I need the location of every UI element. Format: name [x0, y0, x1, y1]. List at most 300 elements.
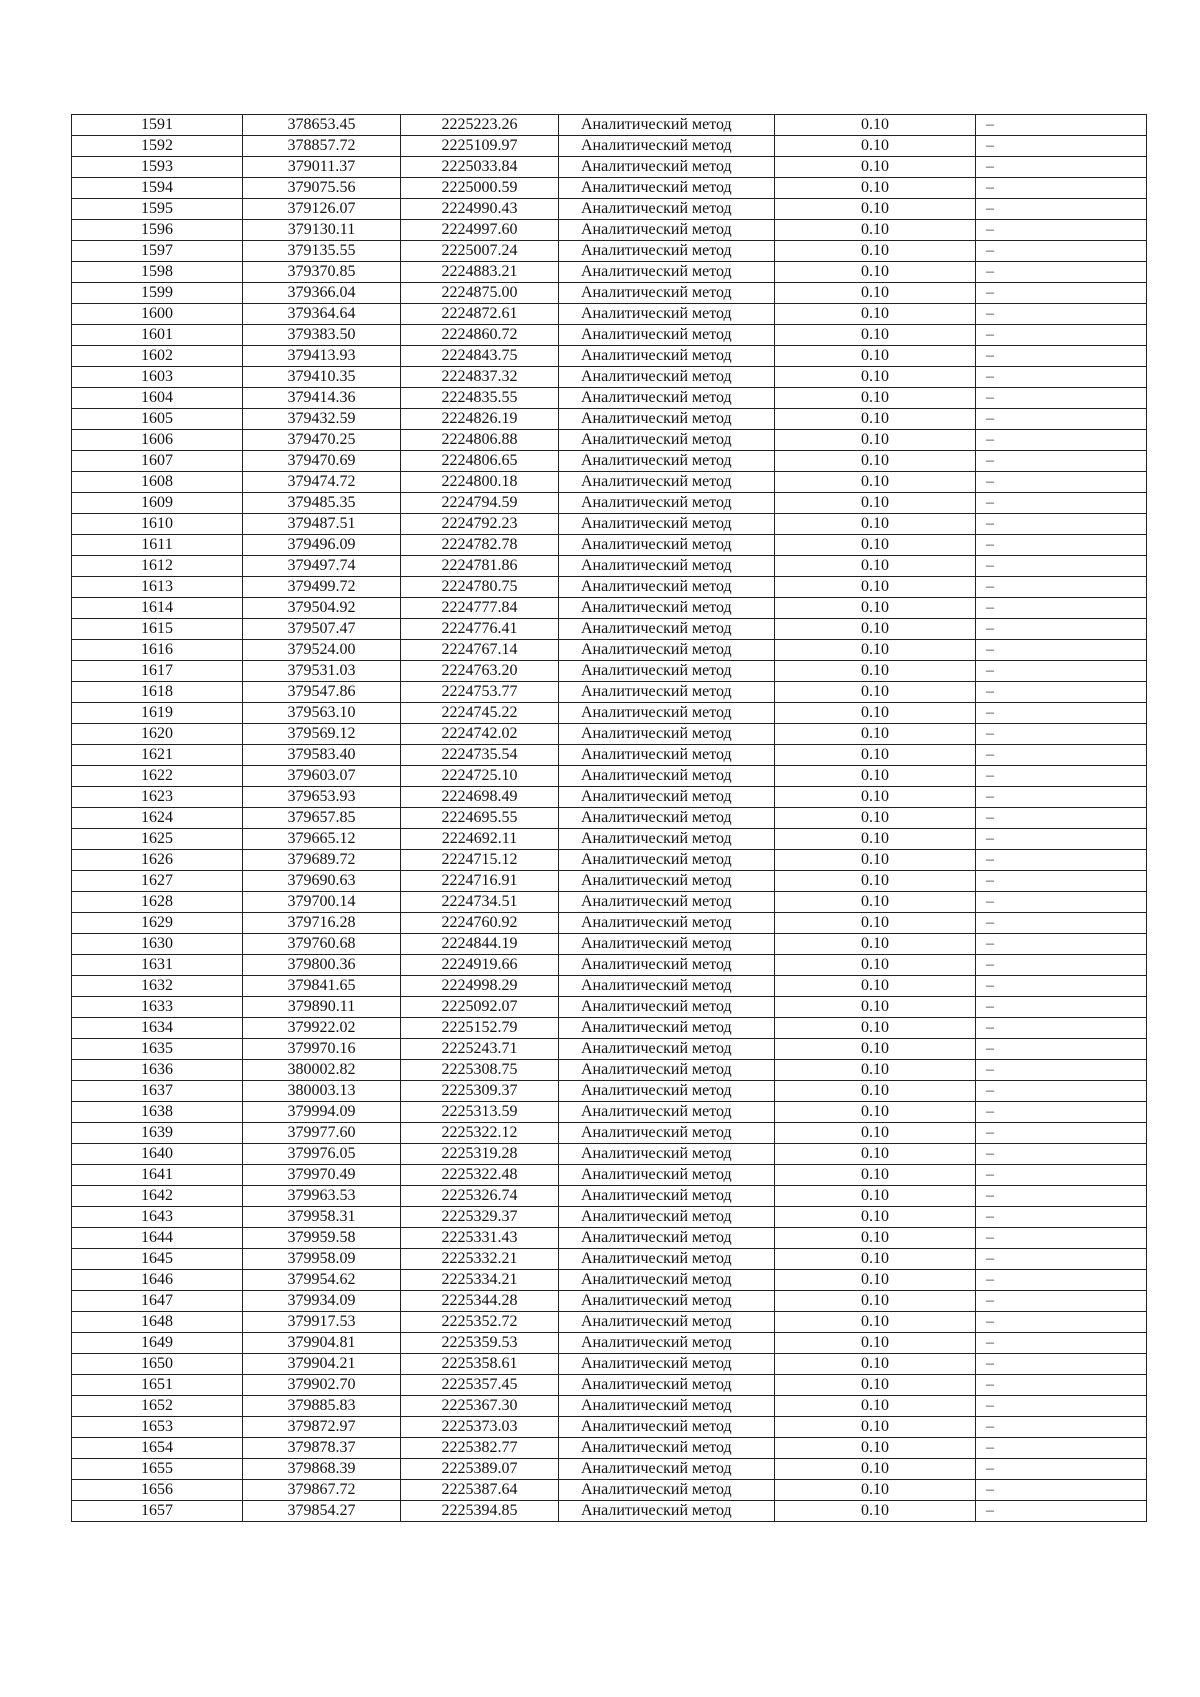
point-number-cell: 1611 [72, 535, 243, 556]
table-row [72, 1165, 1147, 1186]
table-row [72, 1270, 1147, 1291]
accuracy-cell: 0.10 [775, 1375, 976, 1396]
note-cell: – [976, 556, 1147, 577]
note-cell: – [976, 1270, 1147, 1291]
y-coordinate-cell: 2225358.61 [401, 1354, 559, 1375]
accuracy-cell: 0.10 [775, 850, 976, 871]
y-coordinate-cell: 2225309.37 [401, 1081, 559, 1102]
x-coordinate-cell: 379922.02 [243, 1018, 401, 1039]
note-cell: – [976, 850, 1147, 871]
table-row [72, 871, 1147, 892]
table-row [72, 1207, 1147, 1228]
table-row [72, 283, 1147, 304]
method-cell: Аналитический метод [559, 619, 775, 640]
note-cell: – [976, 1060, 1147, 1081]
y-coordinate-cell: 2224767.14 [401, 640, 559, 661]
method-cell: Аналитический метод [559, 1291, 775, 1312]
note-cell: – [976, 1291, 1147, 1312]
accuracy-cell: 0.10 [775, 745, 976, 766]
y-coordinate-cell: 2224716.91 [401, 871, 559, 892]
x-coordinate-cell: 379470.25 [243, 430, 401, 451]
note-cell: – [976, 724, 1147, 745]
accuracy-cell: 0.10 [775, 1480, 976, 1501]
method-cell: Аналитический метод [559, 955, 775, 976]
point-number-cell: 1637 [72, 1081, 243, 1102]
note-cell: – [976, 1123, 1147, 1144]
point-number-cell: 1654 [72, 1438, 243, 1459]
table-row [72, 1039, 1147, 1060]
y-coordinate-cell: 2225344.28 [401, 1291, 559, 1312]
y-coordinate-cell: 2224742.02 [401, 724, 559, 745]
accuracy-cell: 0.10 [775, 1270, 976, 1291]
method-cell: Аналитический метод [559, 682, 775, 703]
x-coordinate-cell: 379364.64 [243, 304, 401, 325]
accuracy-cell: 0.10 [775, 1018, 976, 1039]
table-row [72, 661, 1147, 682]
note-cell: – [976, 115, 1147, 136]
x-coordinate-cell: 379690.63 [243, 871, 401, 892]
point-number-cell: 1623 [72, 787, 243, 808]
note-cell: – [976, 619, 1147, 640]
point-number-cell: 1619 [72, 703, 243, 724]
method-cell: Аналитический метод [559, 493, 775, 514]
note-cell: – [976, 283, 1147, 304]
x-coordinate-cell: 379130.11 [243, 220, 401, 241]
x-coordinate-cell: 379890.11 [243, 997, 401, 1018]
table-row [72, 1060, 1147, 1081]
method-cell: Аналитический метод [559, 1228, 775, 1249]
point-number-cell: 1646 [72, 1270, 243, 1291]
method-cell: Аналитический метод [559, 829, 775, 850]
point-number-cell: 1598 [72, 262, 243, 283]
method-cell: Аналитический метод [559, 451, 775, 472]
y-coordinate-cell: 2224760.92 [401, 913, 559, 934]
point-number-cell: 1641 [72, 1165, 243, 1186]
y-coordinate-cell: 2225308.75 [401, 1060, 559, 1081]
table-row [72, 1480, 1147, 1501]
x-coordinate-cell: 380002.82 [243, 1060, 401, 1081]
accuracy-cell: 0.10 [775, 703, 976, 724]
x-coordinate-cell: 379126.07 [243, 199, 401, 220]
x-coordinate-cell: 379963.53 [243, 1186, 401, 1207]
y-coordinate-cell: 2224844.19 [401, 934, 559, 955]
point-number-cell: 1632 [72, 976, 243, 997]
point-number-cell: 1656 [72, 1480, 243, 1501]
y-coordinate-cell: 2224698.49 [401, 787, 559, 808]
y-coordinate-cell: 2225322.48 [401, 1165, 559, 1186]
point-number-cell: 1615 [72, 619, 243, 640]
table-row [72, 766, 1147, 787]
method-cell: Аналитический метод [559, 430, 775, 451]
y-coordinate-cell: 2225332.21 [401, 1249, 559, 1270]
method-cell: Аналитический метод [559, 1165, 775, 1186]
table-row [72, 556, 1147, 577]
y-coordinate-cell: 2224860.72 [401, 325, 559, 346]
note-cell: – [976, 514, 1147, 535]
note-cell: – [976, 367, 1147, 388]
method-cell: Аналитический метод [559, 514, 775, 535]
x-coordinate-cell: 379841.65 [243, 976, 401, 997]
note-cell: – [976, 1312, 1147, 1333]
y-coordinate-cell: 2224792.23 [401, 514, 559, 535]
y-coordinate-cell: 2225319.28 [401, 1144, 559, 1165]
table-row [72, 577, 1147, 598]
method-cell: Аналитический метод [559, 1417, 775, 1438]
note-cell: – [976, 241, 1147, 262]
x-coordinate-cell: 379689.72 [243, 850, 401, 871]
note-cell: – [976, 472, 1147, 493]
point-number-cell: 1643 [72, 1207, 243, 1228]
note-cell: – [976, 661, 1147, 682]
table-row [72, 787, 1147, 808]
table-row [72, 346, 1147, 367]
note-cell: – [976, 829, 1147, 850]
y-coordinate-cell: 2225389.07 [401, 1459, 559, 1480]
method-cell: Аналитический метод [559, 556, 775, 577]
accuracy-cell: 0.10 [775, 1354, 976, 1375]
point-number-cell: 1653 [72, 1417, 243, 1438]
x-coordinate-cell: 379970.16 [243, 1039, 401, 1060]
x-coordinate-cell: 379569.12 [243, 724, 401, 745]
method-cell: Аналитический метод [559, 199, 775, 220]
table-row [72, 1501, 1147, 1522]
y-coordinate-cell: 2225382.77 [401, 1438, 559, 1459]
point-number-cell: 1602 [72, 346, 243, 367]
y-coordinate-cell: 2225373.03 [401, 1417, 559, 1438]
y-coordinate-cell: 2224990.43 [401, 199, 559, 220]
method-cell: Аналитический метод [559, 745, 775, 766]
point-number-cell: 1652 [72, 1396, 243, 1417]
point-number-cell: 1626 [72, 850, 243, 871]
method-cell: Аналитический метод [559, 1207, 775, 1228]
x-coordinate-cell: 379959.58 [243, 1228, 401, 1249]
x-coordinate-cell: 379970.49 [243, 1165, 401, 1186]
y-coordinate-cell: 2225394.85 [401, 1501, 559, 1522]
x-coordinate-cell: 379547.86 [243, 682, 401, 703]
y-coordinate-cell: 2224781.86 [401, 556, 559, 577]
table-row [72, 808, 1147, 829]
table-row [72, 640, 1147, 661]
method-cell: Аналитический метод [559, 1312, 775, 1333]
method-cell: Аналитический метод [559, 472, 775, 493]
method-cell: Аналитический метод [559, 283, 775, 304]
table-row [72, 913, 1147, 934]
y-coordinate-cell: 2224806.65 [401, 451, 559, 472]
table-row [72, 409, 1147, 430]
x-coordinate-cell: 379760.68 [243, 934, 401, 955]
x-coordinate-cell: 379496.09 [243, 535, 401, 556]
point-number-cell: 1635 [72, 1039, 243, 1060]
note-cell: – [976, 1165, 1147, 1186]
accuracy-cell: 0.10 [775, 1333, 976, 1354]
note-cell: – [976, 1438, 1147, 1459]
point-number-cell: 1622 [72, 766, 243, 787]
note-cell: – [976, 808, 1147, 829]
point-number-cell: 1610 [72, 514, 243, 535]
y-coordinate-cell: 2225352.72 [401, 1312, 559, 1333]
point-number-cell: 1617 [72, 661, 243, 682]
x-coordinate-cell: 379902.70 [243, 1375, 401, 1396]
method-cell: Аналитический метод [559, 1459, 775, 1480]
y-coordinate-cell: 2224843.75 [401, 346, 559, 367]
accuracy-cell: 0.10 [775, 913, 976, 934]
x-coordinate-cell: 379958.31 [243, 1207, 401, 1228]
table-row [72, 199, 1147, 220]
note-cell: – [976, 1018, 1147, 1039]
y-coordinate-cell: 2224794.59 [401, 493, 559, 514]
method-cell: Аналитический метод [559, 304, 775, 325]
table-row [72, 997, 1147, 1018]
table-row [72, 1312, 1147, 1333]
x-coordinate-cell: 379700.14 [243, 892, 401, 913]
y-coordinate-cell: 2224776.41 [401, 619, 559, 640]
point-number-cell: 1630 [72, 934, 243, 955]
x-coordinate-cell: 379994.09 [243, 1102, 401, 1123]
method-cell: Аналитический метод [559, 367, 775, 388]
method-cell: Аналитический метод [559, 115, 775, 136]
note-cell: – [976, 178, 1147, 199]
y-coordinate-cell: 2224835.55 [401, 388, 559, 409]
accuracy-cell: 0.10 [775, 1228, 976, 1249]
x-coordinate-cell: 379603.07 [243, 766, 401, 787]
point-number-cell: 1640 [72, 1144, 243, 1165]
accuracy-cell: 0.10 [775, 514, 976, 535]
y-coordinate-cell: 2225322.12 [401, 1123, 559, 1144]
point-number-cell: 1627 [72, 871, 243, 892]
table-row [72, 598, 1147, 619]
accuracy-cell: 0.10 [775, 1123, 976, 1144]
table-row [72, 703, 1147, 724]
y-coordinate-cell: 2225387.64 [401, 1480, 559, 1501]
point-number-cell: 1616 [72, 640, 243, 661]
method-cell: Аналитический метод [559, 1480, 775, 1501]
note-cell: – [976, 703, 1147, 724]
y-coordinate-cell: 2224734.51 [401, 892, 559, 913]
note-cell: – [976, 1186, 1147, 1207]
x-coordinate-cell: 379507.47 [243, 619, 401, 640]
accuracy-cell: 0.10 [775, 1417, 976, 1438]
point-number-cell: 1642 [72, 1186, 243, 1207]
y-coordinate-cell: 2224777.84 [401, 598, 559, 619]
point-number-cell: 1650 [72, 1354, 243, 1375]
table-row [72, 934, 1147, 955]
point-number-cell: 1614 [72, 598, 243, 619]
note-cell: – [976, 1417, 1147, 1438]
point-number-cell: 1645 [72, 1249, 243, 1270]
accuracy-cell: 0.10 [775, 556, 976, 577]
x-coordinate-cell: 379977.60 [243, 1123, 401, 1144]
accuracy-cell: 0.10 [775, 1144, 976, 1165]
y-coordinate-cell: 2224735.54 [401, 745, 559, 766]
y-coordinate-cell: 2224753.77 [401, 682, 559, 703]
y-coordinate-cell: 2224715.12 [401, 850, 559, 871]
accuracy-cell: 0.10 [775, 1312, 976, 1333]
table-row [72, 682, 1147, 703]
table-row [72, 262, 1147, 283]
table-row [72, 1375, 1147, 1396]
note-cell: – [976, 976, 1147, 997]
accuracy-cell: 0.10 [775, 892, 976, 913]
x-coordinate-cell: 379383.50 [243, 325, 401, 346]
note-cell: – [976, 1375, 1147, 1396]
table-row [72, 451, 1147, 472]
x-coordinate-cell: 379135.55 [243, 241, 401, 262]
table-row [72, 1354, 1147, 1375]
note-cell: – [976, 1480, 1147, 1501]
y-coordinate-cell: 2225092.07 [401, 997, 559, 1018]
note-cell: – [976, 325, 1147, 346]
note-cell: – [976, 388, 1147, 409]
y-coordinate-cell: 2225367.30 [401, 1396, 559, 1417]
note-cell: – [976, 997, 1147, 1018]
x-coordinate-cell: 379563.10 [243, 703, 401, 724]
accuracy-cell: 0.10 [775, 808, 976, 829]
accuracy-cell: 0.10 [775, 388, 976, 409]
point-number-cell: 1593 [72, 157, 243, 178]
method-cell: Аналитический метод [559, 661, 775, 682]
x-coordinate-cell: 379414.36 [243, 388, 401, 409]
point-number-cell: 1604 [72, 388, 243, 409]
table-row [72, 1144, 1147, 1165]
method-cell: Аналитический метод [559, 892, 775, 913]
point-number-cell: 1606 [72, 430, 243, 451]
accuracy-cell: 0.10 [775, 493, 976, 514]
note-cell: – [976, 136, 1147, 157]
x-coordinate-cell: 379499.72 [243, 577, 401, 598]
note-cell: – [976, 346, 1147, 367]
point-number-cell: 1612 [72, 556, 243, 577]
table-row [72, 955, 1147, 976]
table-row [72, 1249, 1147, 1270]
note-cell: – [976, 1396, 1147, 1417]
x-coordinate-cell: 379524.00 [243, 640, 401, 661]
y-coordinate-cell: 2225326.74 [401, 1186, 559, 1207]
accuracy-cell: 0.10 [775, 241, 976, 262]
x-coordinate-cell: 379485.35 [243, 493, 401, 514]
point-number-cell: 1657 [72, 1501, 243, 1522]
accuracy-cell: 0.10 [775, 787, 976, 808]
table-row [72, 535, 1147, 556]
table-row [72, 829, 1147, 850]
y-coordinate-cell: 2225243.71 [401, 1039, 559, 1060]
note-cell: – [976, 493, 1147, 514]
method-cell: Аналитический метод [559, 1438, 775, 1459]
x-coordinate-cell: 379958.09 [243, 1249, 401, 1270]
point-number-cell: 1591 [72, 115, 243, 136]
note-cell: – [976, 682, 1147, 703]
method-cell: Аналитический метод [559, 766, 775, 787]
point-number-cell: 1618 [72, 682, 243, 703]
point-number-cell: 1655 [72, 1459, 243, 1480]
note-cell: – [976, 220, 1147, 241]
accuracy-cell: 0.10 [775, 1039, 976, 1060]
note-cell: – [976, 1081, 1147, 1102]
table-row [72, 1081, 1147, 1102]
accuracy-cell: 0.10 [775, 976, 976, 997]
accuracy-cell: 0.10 [775, 619, 976, 640]
x-coordinate-cell: 379432.59 [243, 409, 401, 430]
method-cell: Аналитический метод [559, 157, 775, 178]
table-row [72, 367, 1147, 388]
accuracy-cell: 0.10 [775, 178, 976, 199]
table-row [72, 1186, 1147, 1207]
note-cell: – [976, 787, 1147, 808]
accuracy-cell: 0.10 [775, 1396, 976, 1417]
note-cell: – [976, 1354, 1147, 1375]
y-coordinate-cell: 2224745.22 [401, 703, 559, 724]
coordinates-table [71, 114, 1147, 1522]
method-cell: Аналитический метод [559, 1102, 775, 1123]
y-coordinate-cell: 2224826.19 [401, 409, 559, 430]
y-coordinate-cell: 2224782.78 [401, 535, 559, 556]
note-cell: – [976, 1102, 1147, 1123]
point-number-cell: 1644 [72, 1228, 243, 1249]
y-coordinate-cell: 2224997.60 [401, 220, 559, 241]
point-number-cell: 1621 [72, 745, 243, 766]
accuracy-cell: 0.10 [775, 1291, 976, 1312]
point-number-cell: 1620 [72, 724, 243, 745]
x-coordinate-cell: 379531.03 [243, 661, 401, 682]
x-coordinate-cell: 379487.51 [243, 514, 401, 535]
accuracy-cell: 0.10 [775, 1207, 976, 1228]
x-coordinate-cell: 379878.37 [243, 1438, 401, 1459]
point-number-cell: 1638 [72, 1102, 243, 1123]
note-cell: – [976, 577, 1147, 598]
note-cell: – [976, 934, 1147, 955]
x-coordinate-cell: 379934.09 [243, 1291, 401, 1312]
x-coordinate-cell: 379867.72 [243, 1480, 401, 1501]
note-cell: – [976, 199, 1147, 220]
table-row [72, 850, 1147, 871]
method-cell: Аналитический метод [559, 808, 775, 829]
point-number-cell: 1639 [72, 1123, 243, 1144]
y-coordinate-cell: 2225329.37 [401, 1207, 559, 1228]
x-coordinate-cell: 379653.93 [243, 787, 401, 808]
y-coordinate-cell: 2225334.21 [401, 1270, 559, 1291]
point-number-cell: 1636 [72, 1060, 243, 1081]
point-number-cell: 1634 [72, 1018, 243, 1039]
x-coordinate-cell: 379504.92 [243, 598, 401, 619]
table-row [72, 619, 1147, 640]
note-cell: – [976, 1207, 1147, 1228]
method-cell: Аналитический метод [559, 1186, 775, 1207]
point-number-cell: 1629 [72, 913, 243, 934]
point-number-cell: 1599 [72, 283, 243, 304]
x-coordinate-cell: 379366.04 [243, 283, 401, 304]
table-row [72, 514, 1147, 535]
x-coordinate-cell: 379800.36 [243, 955, 401, 976]
accuracy-cell: 0.10 [775, 829, 976, 850]
method-cell: Аналитический метод [559, 1081, 775, 1102]
accuracy-cell: 0.10 [775, 535, 976, 556]
y-coordinate-cell: 2225223.26 [401, 115, 559, 136]
accuracy-cell: 0.10 [775, 640, 976, 661]
method-cell: Аналитический метод [559, 640, 775, 661]
point-number-cell: 1600 [72, 304, 243, 325]
x-coordinate-cell: 379075.56 [243, 178, 401, 199]
accuracy-cell: 0.10 [775, 871, 976, 892]
method-cell: Аналитический метод [559, 997, 775, 1018]
x-coordinate-cell: 379868.39 [243, 1459, 401, 1480]
point-number-cell: 1631 [72, 955, 243, 976]
note-cell: – [976, 766, 1147, 787]
method-cell: Аналитический метод [559, 1060, 775, 1081]
method-cell: Аналитический метод [559, 1144, 775, 1165]
method-cell: Аналитический метод [559, 1375, 775, 1396]
accuracy-cell: 0.10 [775, 346, 976, 367]
method-cell: Аналитический метод [559, 325, 775, 346]
method-cell: Аналитический метод [559, 934, 775, 955]
